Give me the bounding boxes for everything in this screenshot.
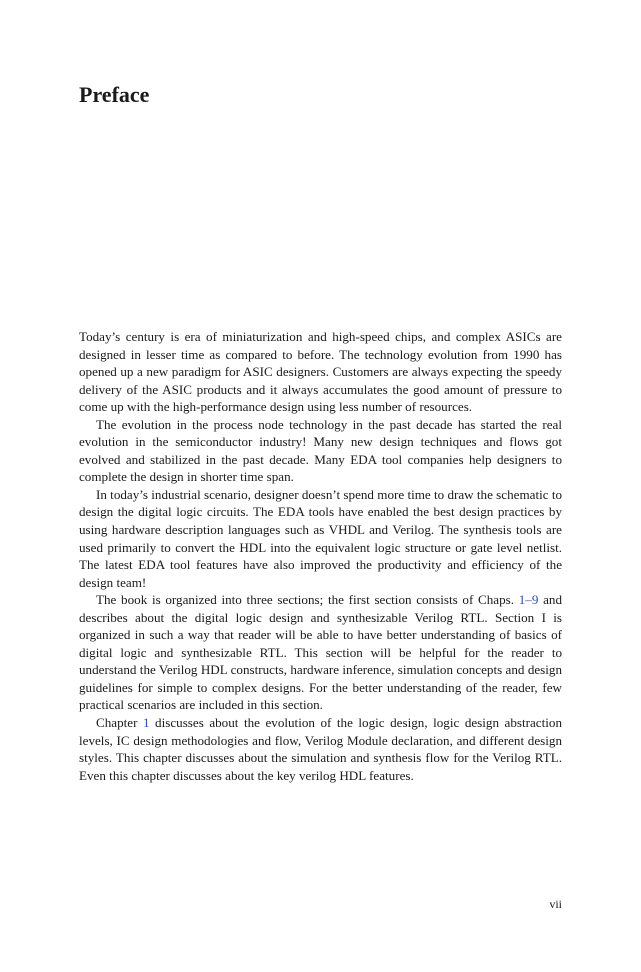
paragraph-4-text-end: and describes about the digital logic design and synthesizable Verilog RTL. Section I is organized in such a way that reader will be able to have better understanding of basics of digital logic and synthesizable RTL. This section will be helpful for the reader to understand the Verilog HDL constructs, hardware inference, simulation concepts and design guidelines for simple to complex designs. For the better understanding of the reader, few practical scenarios are included in this section.: [79, 592, 563, 713]
preface-body: [79, 328, 562, 784]
paragraph-1: Today’s century is era of miniaturization and high-speed chips, and complex ASICs are designed in lesser time as compared to before. The technology evolution from 1990 has opened up a new paradigm for ASIC designers. Customers are always expecting the speedy delivery of the ASIC products and it always accumulates the good amount of pressure to come up with the high-performance design using less number of resources.: [79, 329, 562, 415]
paragraph-5: [79, 714, 562, 784]
paragraph-5-text-end: discusses about the evolution of the logic design, logic design abstraction levels, IC design methodologies and flow, Verilog Module declaration, and different design styles. This chapter discusses about the simulation and synthesis flow for the Verilog RTL. Even this chapter discusses about the key verilog HDL features.: [79, 715, 562, 783]
paragraph-5-text-start: Chapter: [96, 715, 143, 731]
chapter-range-link[interactable]: 1–9: [518, 592, 539, 608]
paragraph-4-text-start: The book is organized into three sections; the first section consists of Chaps.: [96, 592, 519, 608]
page-title: Preface: [79, 82, 150, 107]
paragraph-3: In today’s industrial scenario, designer doesn’t spend more time to draw the schematic to design the digital logic circuits. The EDA tools have enabled the best design practices by using hardware description languages such as VHDL and Verilog. The synthesis tools are used primarily to convert the HDL into the equivalent logic structure or gate level netlist. The latest EDA tool features have also improved the productivity and efficiency of the design team!: [79, 486, 562, 590]
chapter-1-link[interactable]: 1: [142, 715, 150, 731]
paragraph-4: [79, 591, 562, 714]
paragraph-2: The evolution in the process node technology in the past decade has started the real evolution in the semiconductor industry! Many new design techniques and flows got evolved and stabilized in the past decade. Many EDA tool companies help designers to complete the design in shorter time span.: [79, 416, 562, 485]
page-number: vii: [549, 897, 562, 911]
